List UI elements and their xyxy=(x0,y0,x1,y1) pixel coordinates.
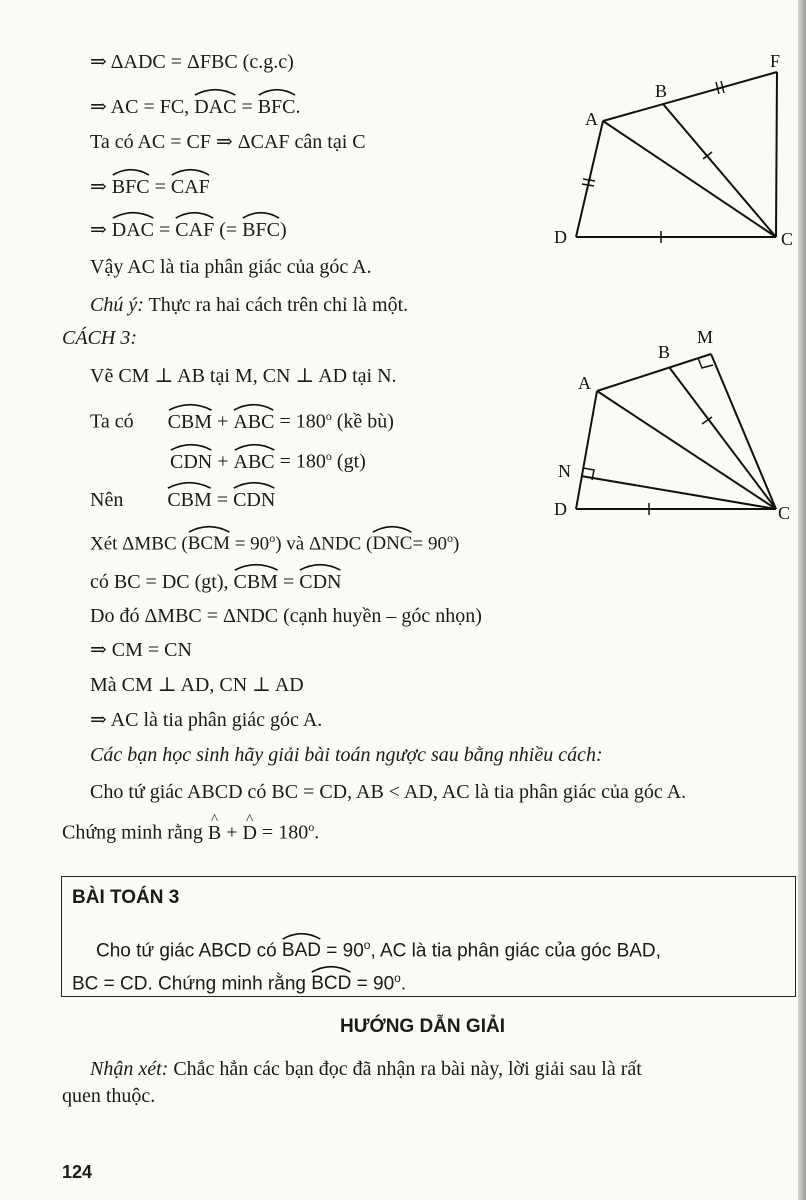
fig1-label-c: C xyxy=(781,229,794,249)
solution-heading: HƯỚNG DẪN GIẢI xyxy=(340,1016,505,1037)
figure-1-quadrilateral xyxy=(540,45,800,260)
solution-note-continued: quen thuộc. xyxy=(62,1085,156,1107)
line-6: Vậy AC là tia phân giác của góc A. xyxy=(90,256,372,278)
page-number: 124 xyxy=(62,1162,93,1182)
segment-am xyxy=(597,354,711,391)
solution-note: Nhận xét: Chắc hẳn các bạn đọc đã nhận ra bài này, lời giải sau là rất xyxy=(90,1058,642,1080)
line-15: Do đó ΔMBC = ΔNDC (cạnh huyền – góc nhọn) xyxy=(90,605,482,627)
line-13: Xét ΔMBC ( BCM = $90^o$) và ΔNDC ( $DNC= 90^o$) xyxy=(90,526,459,556)
line-2: ⇒ AC = FC, DAC = BFC. xyxy=(90,92,301,119)
fig1-label-b: B xyxy=(655,81,668,101)
fig1-label-f: F xyxy=(770,51,781,71)
fig2-label-a: A xyxy=(578,373,591,393)
fig2-label-m: M xyxy=(697,327,714,347)
fig2-label-b: B xyxy=(658,342,671,362)
line-3: Ta có AC = CF ⇒ ΔCAF cân tại C xyxy=(90,131,366,153)
problem-title: BÀI TOÁN 3 xyxy=(72,887,180,908)
figure-2-quadrilateral xyxy=(540,325,800,525)
line-18: ⇒ AC là tia phân giác góc A. xyxy=(90,709,323,731)
segment-ac xyxy=(603,121,776,237)
line-9: Vẽ CM ⊥ AB tại M, CN ⊥ AD tại N. xyxy=(90,365,397,387)
line-1: ⇒ ΔADC = ΔFBC (c.g.c) xyxy=(90,51,294,73)
fig2-label-c: C xyxy=(778,503,791,523)
problem-line-2: BC = CD. Chứng minh rằng BCD = $90^o$. xyxy=(72,966,406,996)
line-16: ⇒ CM = CN xyxy=(90,639,192,661)
segment-ad xyxy=(576,391,597,509)
line-14: có BC = DC (gt), CBM = CDN xyxy=(90,567,341,594)
section-heading-cach-3: CÁCH 3: xyxy=(62,327,137,349)
fig1-label-a: A xyxy=(585,109,598,129)
segment-ad xyxy=(576,121,603,237)
line-7: Chú ý: Thực ra hai cách trên chỉ là một. xyxy=(90,294,409,316)
line-5: ⇒ DAC = CAF (= BFC) xyxy=(90,215,287,242)
segment-nc xyxy=(581,476,776,509)
line-19: Các bạn học sinh hãy giải bài toán ngược sau bằng nhiều cách: xyxy=(90,744,603,766)
segment-af xyxy=(603,72,777,121)
problem-line-1: Cho tứ giác ABCD có BAD = $90^o$, AC là tia phân giác của góc BAD, xyxy=(96,933,661,963)
fig2-label-n: N xyxy=(558,461,571,481)
fig2-label-d: D xyxy=(554,499,567,519)
fig1-label-d: D xyxy=(554,227,567,247)
segment-ac xyxy=(597,391,776,509)
line-4: ⇒ BFC = CAF xyxy=(90,172,210,199)
segment-fc xyxy=(776,72,777,237)
segment-bc xyxy=(669,367,776,509)
line-20: Cho tứ giác ABCD có BC = CD, AB < AD, AC là tia phân giác của góc A. xyxy=(90,781,687,803)
line-10: Ta có CBM + ABC = $180^o$ (kề bù) xyxy=(90,404,394,434)
line-11: CDN + ABC = $180^o$ (gt) xyxy=(170,444,366,474)
segment-bc xyxy=(663,104,776,237)
line-17: Mà CM ⊥ AD, CN ⊥ AD xyxy=(90,674,304,696)
line-21: Chứng minh rằng ^ B + ^ $D = 180^o$. xyxy=(62,815,319,845)
segment-mc xyxy=(711,354,776,509)
line-12: Nên CBM = CDN xyxy=(90,485,275,512)
